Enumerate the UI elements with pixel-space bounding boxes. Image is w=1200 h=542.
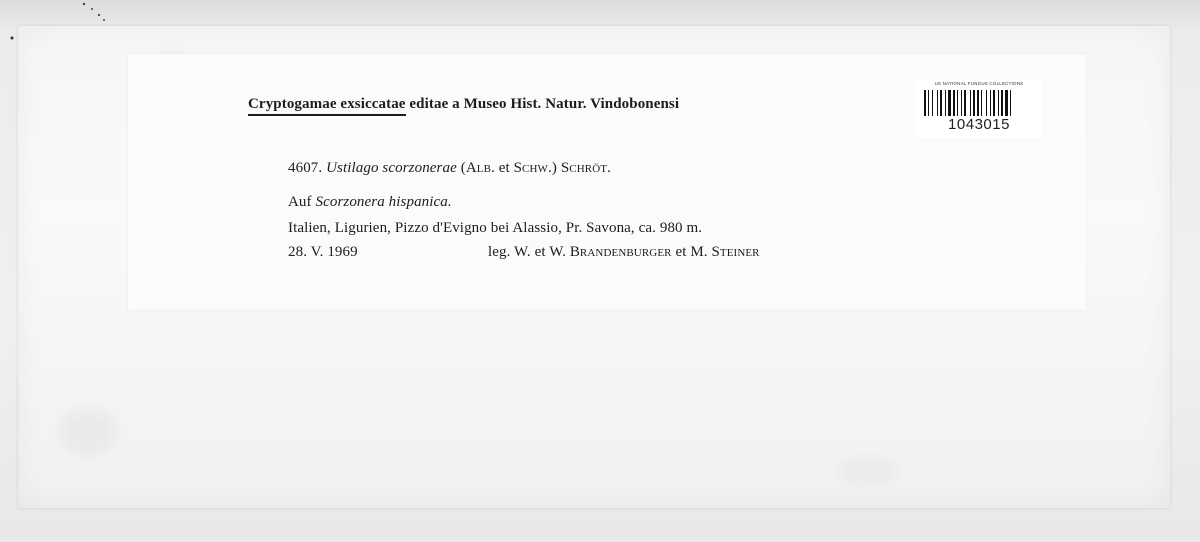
locality-line: Italien, Ligurien, Pizzo d'Evigno bei Alassio, Pr. Savona, ca. 980 m. bbox=[288, 220, 703, 236]
author-close: ) bbox=[551, 160, 557, 176]
collector-prefix: leg. W. et W. bbox=[488, 244, 570, 260]
barcode-icon bbox=[924, 90, 1034, 116]
collector-2: Steiner bbox=[711, 244, 760, 260]
host-name: Scorzonera hispanica. bbox=[315, 194, 452, 210]
barcode-label bbox=[916, 80, 1042, 138]
series-title: Cryptogamae exsiccatae bbox=[248, 96, 406, 116]
series-header bbox=[248, 96, 679, 113]
taxon-name: Ustilago scorzonerae bbox=[326, 160, 457, 176]
series-subtitle: editae a Museo Hist. Natur. Vindobonensi bbox=[405, 96, 680, 112]
author-open: ( bbox=[460, 160, 466, 176]
host-line bbox=[288, 194, 452, 211]
taxon-line bbox=[288, 160, 611, 177]
collection-date: 28. V. 1969 bbox=[288, 244, 358, 260]
author-3: Schröt. bbox=[560, 160, 611, 176]
collector-et: et M. bbox=[671, 244, 712, 260]
author-1: Alb. bbox=[465, 160, 495, 176]
barcode-caption: US NATIONAL FUNGUS COLLECTIONS bbox=[934, 81, 1024, 86]
host-prefix: Auf bbox=[288, 194, 316, 210]
author-et: et bbox=[494, 160, 514, 176]
author-2: Schw. bbox=[513, 160, 552, 176]
collector-1: Brandenburger bbox=[569, 244, 672, 260]
exsiccata-number: 4607. bbox=[288, 160, 323, 176]
barcode-number: 1043015 bbox=[948, 116, 1010, 133]
collector-line bbox=[488, 244, 760, 261]
